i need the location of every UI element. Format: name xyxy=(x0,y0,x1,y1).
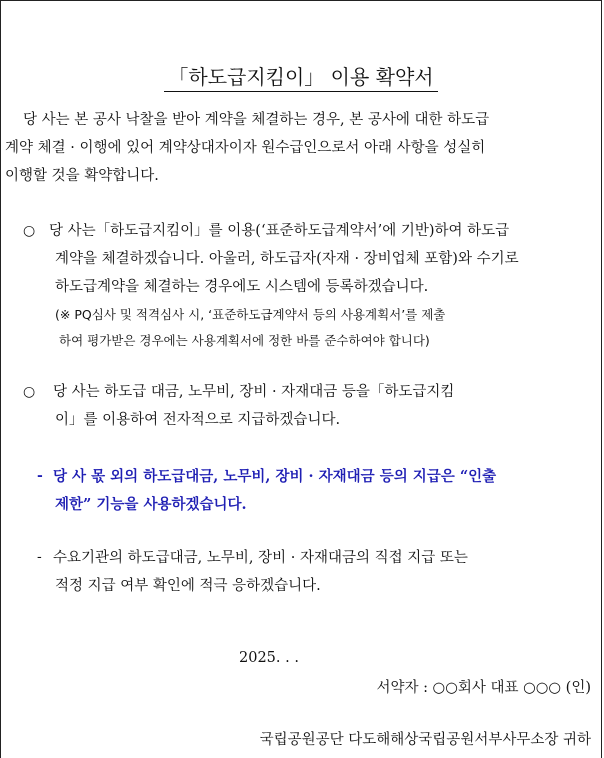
item1-note-line-1: (※ PQ심사 및 적격심사 시, ‘표준하도급계약서 등의 사용계획서’를 제출 xyxy=(55,307,446,322)
sub2-line-1: 수요기관의 하도급대금, 노무비, 장비 · 자재대금의 직접 지급 또는 xyxy=(53,550,468,566)
item1-bullet: ○ xyxy=(23,223,36,239)
intro-line-1: 당 사는 본 공사 낙찰을 받아 계약을 체결하는 경우, 본 공사에 대한 하도급 xyxy=(23,112,490,128)
item1-line-2: 계약을 체결하겠습니다. 아울러, 하도급자(자재 · 장비업체 포함)와 수기로 xyxy=(55,251,519,267)
intro-line-2: 계약 체결 · 이행에 있어 계약상대자이자 원수급인으로서 아래 사항을 성실히 xyxy=(5,140,486,156)
addressee-line: 국립공원공단 다도해해상국립공원서부사무소장 귀하 xyxy=(259,732,591,748)
signer-line: 서약자 : ○○회사 대표 ○○○ (인) xyxy=(376,680,591,696)
sub2-line-2: 적정 지급 여부 확인에 적극 응하겠습니다. xyxy=(55,578,321,594)
sub1-line-1: 당 사 몫 외의 하도급대금, 노무비, 장비 · 자재대금 등의 지급은 “인출 xyxy=(53,468,497,485)
item1-line-3: 하도급계약을 체결하는 경우에도 시스템에 등록하겠습니다. xyxy=(55,279,429,295)
document-title xyxy=(1,61,601,90)
item2-bullet: ○ xyxy=(23,384,36,400)
sub1-dash: - xyxy=(37,468,43,484)
item2-line-2: 이」를 이용하여 전자적으로 지급하겠습니다. xyxy=(55,412,341,428)
intro-line-3: 이행할 것을 확약합니다. xyxy=(5,168,159,184)
item1-note-line-2: 하여 평가받은 경우에는 사용계획서에 정한 바를 준수하여야 합니다) xyxy=(59,333,430,348)
sub2-dash: - xyxy=(37,549,42,565)
item1-line-1: 당 사는「하도급지킴이」를 이용(‘표준하도급계약서’에 기반)하여 하도급 xyxy=(49,223,510,239)
date-line: 2025. . . xyxy=(239,650,299,666)
sub1-line-2: 제한” 기능을 사용하겠습니다. xyxy=(55,496,247,513)
title-text: 「하도급지킴이」 이용 확약서 xyxy=(164,65,437,92)
item2-line-1: 당 사는 하도급 대금, 노무비, 장비 · 자재대금 등을「하도급지킴 xyxy=(53,384,455,400)
